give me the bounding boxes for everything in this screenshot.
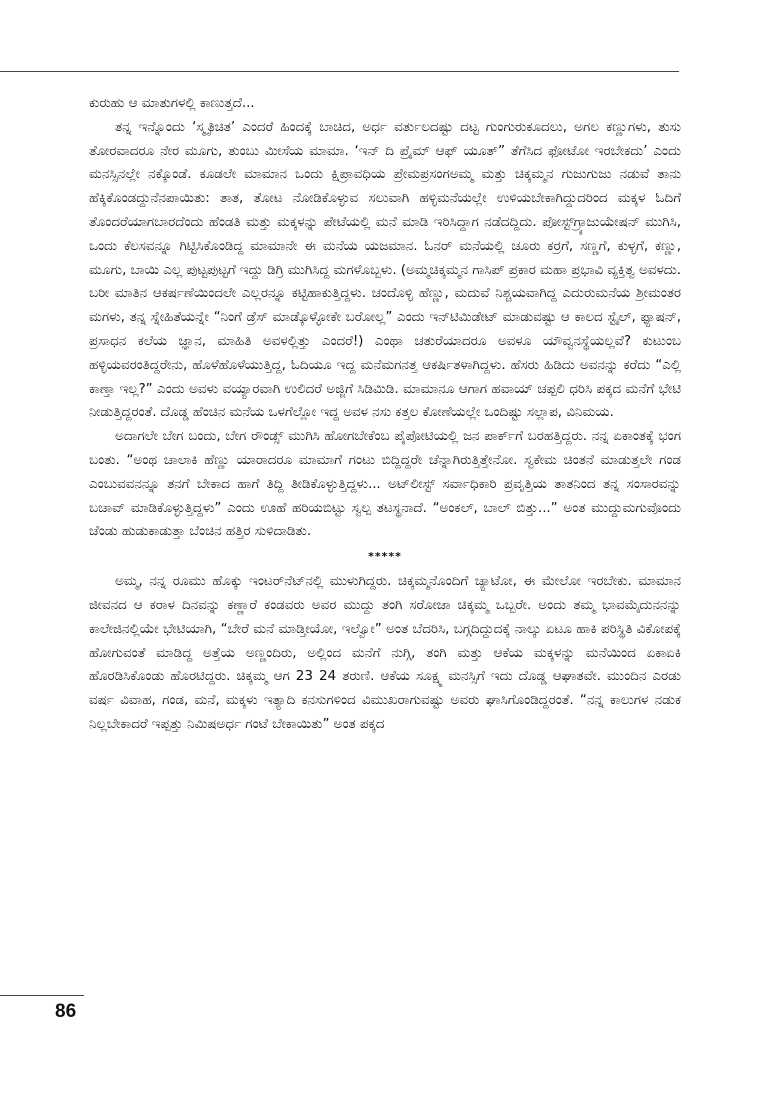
body-text	[89, 92, 681, 737]
paragraph-1: ಕುರುಹು ಆ ಮಾತುಗಳಲ್ಲಿ ಕಾಣುತ್ತದೆ...	[89, 95, 255, 111]
footer-rule	[0, 995, 84, 996]
paragraph-2: ತನ್ನ ಇನ್ನೊಂದು ‘ಸ್ಮೃತಿಚಿತ’ ಎಂದರೆ ಹಿಂದಕ್ಕೆ ಬಾಚಿದ, ಅರ್ಧ ವರ್ತುಲದಷ್ಟು ದಟ್ಟ ಗುಂಗುರುಕೂದಲು, ಅಗಲ ಕಣ್ಣುಗಳು, ತುಸು ತೋರವಾದರೂ ನೇರ ಮೂಗು, ತುಂಬು ಮೀಸೆಯ ಮಾಮಾ. ‘ಇನ್ ದಿ ಪ್ರೈಮ್ ಆಫ್ ಯೂತ್” ತೆಗೆಸಿದ ಫೋಟೋ ಇರಬೇಕದು’ ಎಂದು ಮನಸ್ಸಿನಲ್ಲೇ ನಕ್ಕೊಂಡೆ. ಕೂಡಲೇ ಮಾಮಾನ ಒಂದು ಕ್ಷಿಪ್ರಾವಧಿಯ ಪ್ರೇಮಪ್ರಸಂಗ‌ಅಮ್ಮ ಮತ್ತು ಚಿಕ್ಕಮ್ಮನ ಗುಜುಗುಜು ನಡುವೆ ತಾನು ಹೆಕ್ಕಿಕೊಂಡದ್ದು‌ನೆನಪಾಯಿತು: ತಾತ, ತೋಟ ನೋಡಿಕೊಳ್ಳುವ ಸಲುವಾಗಿ ಹಳ್ಳಿಮನೆಯಲ್ಲೇ ಉಳಿಯಬೇಕಾಗಿದ್ದುದರಿಂದ ಮಕ್ಕಳ ಓದಿಗೆ ತೊಂದರೆಯಾಗಬಾರದೆಂದು ಹೆಂಡತಿ ಮತ್ತು ಮಕ್ಕಳನ್ನು ಪೇಟೆಯಲ್ಲಿ ಮನೆ ಮಾಡಿ ಇರಿಸಿದ್ದಾಗ ನಡೆದದ್ದಿದು. ಪೋಸ್ಟ್‌ಗ್ರ್ಯಾಜುಯೇಷನ್ ಮುಗಿಸಿ, ಒಂದು ಕೆಲಸವನ್ನೂ ಗಿಟ್ಟಿಸಿಕೊಂಡಿದ್ದ ಮಾಮಾನೇ ಈ ಮನೆಯ ಯಜಮಾನ. ಓನರ್ ಮನೆಯಲ್ಲಿ ಚೂರು ಕರ್ರಗೆ, ಸಣ್ಣಗೆ, ಕುಳ್ಳಗೆ, ಕಣ್ಣು, ಮೂಗು, ಬಾಯಿ ಎಲ್ಲ ಪುಟ್ಟಪುಟ್ಟಗೆ ಇದ್ದು ಡಿಗ್ರಿ ಮುಗಿಸಿದ್ದ ಮಗಳೊಬ್ಬಳು. (ಅಮ್ಮ‌ಚಿಕ್ಕಮ್ಮನ ಗಾಸಿಪ್ ಪ್ರಕಾರ ಮಹಾ ಪ್ರಭಾವಿ ವ್ಯಕ್ತಿತ್ವ ಅವಳದು. ಬರೀ ಮಾತಿನ ಆಕರ್ಷಣೆಯಿಂದಲೇ ಎಲ್ಲರನ್ನೂ ಕಟ್ಟಿಹಾಕುತ್ತಿದ್ದಳು. ಚಂದೊಳ್ಳಿ ಹೆಣ್ಣು, ಮದುವೆ ನಿಶ್ಚಯವಾಗಿದ್ದ ಎದುರುಮನೆಯ ಶ್ರೀಮಂತರ ಮಗಳು, ತನ್ನ ಸ್ನೇಹಿತೆಯನ್ನೇ “ನಿಂಗೆ ಡ್ರೆಸ್ ಮಾಡ್ಕೊಳ್ಳೋಕೇ ಬರೋಲ್ಲ” ಎಂದು ಇನ್‌ಟಿಮಿಡೇಟ್ ಮಾಡುವಷ್ಟು ಆ ಕಾಲದ ಸ್ಟೈಲ್, ಫ್ಯಾಷನ್, ಪ್ರಸಾಧನ ಕಲೆಯ ಜ್ಞಾನ, ಮಾಹಿತಿ ಅವಳಲ್ಲಿತ್ತು ಎಂದರೆ!) ಎಂಥಾ ಚತುರೆಯಾದರೂ ಅವಳೂ ಯೌವ್ವನಸ್ಥೆಯಲ್ಲವೆ? ಕುಟುಂಬ ಹಳ್ಳಿಯವರಂತಿದ್ದರೇನು, ಹೊಳೆಹೊಳೆಯುತ್ತಿದ್ದ, ಓದಿಯೂ ಇದ್ದ ಮನೆಮಗನತ್ತ ಆಕರ್ಷಿತಳಾಗಿದ್ದಳು. ಹೆಸರು ಹಿಡಿದು ಅವನನ್ನು ಕರೆದು “ಎಲ್ಲಿ ಕಾಣ್ತಾ ಇಲ್ಲ?” ಎಂದು ಅವಳು ವಯ್ಯಾರವಾಗಿ ಉಲಿದರೆ ಅಜ್ಜಿಗೆ ಸಿಡಿಮಿಡಿ. ಮಾಮಾನೂ ಆಗಾಗ ಹವಾಯ್ ಚಪ್ಪಲಿ ಧರಿಸಿ ಪಕ್ಕದ ಮನೆಗೆ ಭೇಟಿ ನೀಡುತ್ತಿದ್ದರಂತೆ. ದೊಡ್ಡ ಹೆಂಚಿನ ಮನೆಯ ಒಳಗೆಲ್ಲೋ ಇದ್ದ ಅವಳ ನಸು ಕತ್ತಲ ಕೋಣೆಯಲ್ಲೇ ಒಂದಿಷ್ಟು ಸಲ್ಲಾಪ, ವಿನಿಮಯ.	[89, 118, 681, 421]
header-rule	[0, 71, 679, 72]
paragraph-4: ಅಮ್ಮ, ನನ್ನ ರೂಮು ಹೊಕ್ಕು ಇಂಟರ್‌ನೆಟ್‌ನಲ್ಲಿ ಮುಳುಗಿದ್ದರು. ಚಿಕ್ಕಮ್ಮನೊಂದಿಗೆ ಚ್ಯಾಟೋ, ಈ ಮೇಲೋ ಇರಬೇಕು. ಮಾಮಾನ ಜೀವನದ ಆ ಕರಾಳ ದಿನವನ್ನು ಕಣ್ಣಾರೆ ಕಂಡವರು ಅವರ ಮುದ್ದು ತಂಗಿ ಸರೋಜಾ ಚಿಕ್ಕಮ್ಮ ಒಬ್ಬರೇ. ಅಂದು ತಮ್ಮ ಭಾವಮೈದುನನನ್ನು ಕಾಲೇಜಿನಲ್ಲಿಯೇ ಭೇಟಿಯಾಗಿ, “ಬೇರೆ ಮನೆ ಮಾಡ್ತೀಯೋ, ಇಲ್ವೋ” ಅಂತ ಬೆದರಿಸಿ, ಬಗ್ಗದಿದ್ದುದಕ್ಕೆ ನಾಲ್ಕು ಏಟೂ ಹಾಕಿ ಪರಿಸ್ಥಿತಿ ವಿಕೋಪಕ್ಕೆ ಹೋಗುವಂತೆ ಮಾಡಿದ್ದ ಅತ್ತೆಯ ಅಣ್ಣಂದಿರು, ಅಲ್ಲಿಂದ ಮನೆಗೆ ನುಗ್ಗಿ, ತಂಗಿ ಮತ್ತು ಆಕೆಯ ಮಕ್ಕಳನ್ನು ಮನೆಯಿಂದ ಏಕಾಏಕಿ ಹೊರಡಿಸಿಕೊಂಡು ಹೊರಟಿದ್ದರು. ಚಿಕ್ಕಮ್ಮ ಆಗ 23 24 ತರುಣಿ. ಆಕೆಯ ಸೂಕ್ಷ್ಮ ಮನಸ್ಸಿಗೆ ಇದು ದೊಡ್ಡ ಆಘಾತವೇ. ಮುಂದಿನ ಎರಡು ವರ್ಷ ವಿವಾಹ, ಗಂಡ, ಮನೆ, ಮಕ್ಕಳು ಇತ್ಯಾದಿ ಕನಸುಗಳಿಂದ ವಿಮುಖರಾಗುವಷ್ಟು ಅವರು ಘಾಸಿಗೊಂಡಿದ್ದರಂತೆ. “ನನ್ನ ಕಾಲುಗಳ ನಡುಕ ನಿಲ್ಲಬೇಕಾದರೆ ಇಪ್ಪತ್ತು ನಿಮಿಷ‌ಅರ್ಧ ಗಂಟೆ ಬೇಕಾಯಿತು” ಅಂತ ಪಕ್ಕದ	[89, 573, 681, 732]
section-divider: *****	[368, 550, 402, 564]
page-number: 86	[55, 1001, 77, 1022]
paragraph-3: ಅದಾಗಲೇ ಬೇಗ ಬಂದು, ಬೇಗ ರೌಂಡ್ಸ್ ಮುಗಿಸಿ ಹೋಗಬೇಕೆಂಬ ಪೈಪೋಟಿಯಲ್ಲಿ ಜನ ಪಾರ್ಕ್‌ಗೆ ಬರಹತ್ತಿದ್ದರು. ನನ್ನ ಏಕಾಂತಕ್ಕೆ ಭಂಗ ಬಂತು. “ಅಂಥ ಚಾಲಾಕಿ ಹೆಣ್ಣು ಯಾರಾದರೂ ಮಾಮಾಗೆ ಗಂಟು ಬಿದ್ದಿದ್ದರೇ ಚೆನ್ನಾಗಿರುತ್ತಿತ್ತೇನೋ. ಸ್ವಕೇಮ ಚಿಂತನೆ ಮಾಡುತ್ತಲೇ ಗಂಡ ಎಂಬುವವನನ್ನೂ ತನಗೆ ಬೇಕಾದ ಹಾಗೆ ತಿದ್ದಿ ತೀಡಿಕೊಳ್ಳುತ್ತಿದ್ದಳು... ಅಟ್‌ಲೀಸ್ಟ್ ಸರ್ವಾಧಿಕಾರಿ ಪ್ರವೃತ್ತಿಯ ತಾತನಿಂದ ತನ್ನ ಸಂಸಾರವನ್ನು ಬಚಾವ್ ಮಾಡಿಕೊಳ್ಳುತ್ತಿದ್ದಳು” ಎಂದು ಊಹೆ ಹರಿಯಬಿಟ್ಟು ಸ್ವಲ್ಪ ತಟಸ್ಥನಾದೆ. “ಅಂಕಲ್, ಬಾಲ್ ಬಿತ್ತು...” ಅಂತ ಮುದ್ದುಮಗುವೊಂದು ಚೆಂಡು ಹುಡುಕಾಡುತ್ತಾ ಬೆಂಚಿನ ಹತ್ತಿರ ಸುಳಿದಾಡಿತು.	[89, 428, 681, 540]
